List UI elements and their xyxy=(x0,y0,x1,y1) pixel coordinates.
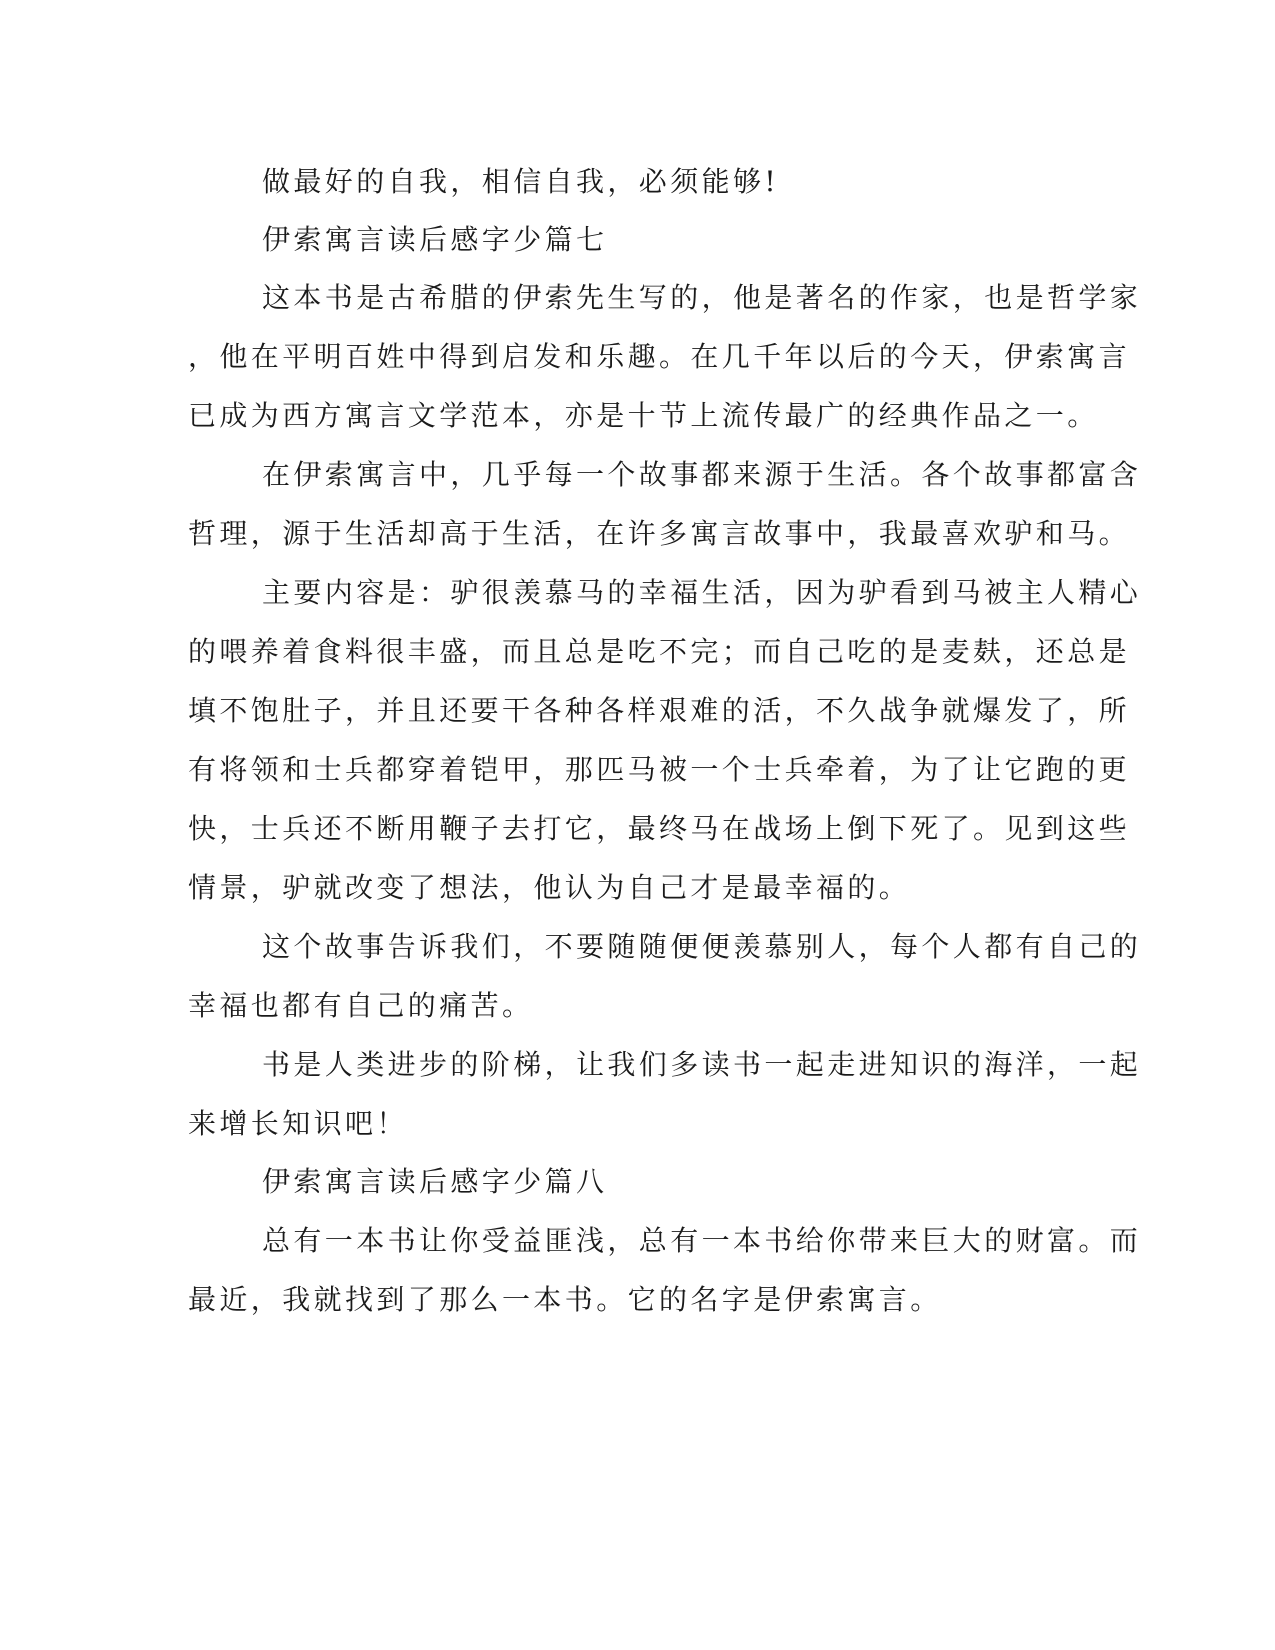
paragraph-line: 书是人类进步的阶梯，让我们多读书一起走进知识的海洋，一起 xyxy=(262,1048,1142,1081)
paragraph-line: 这本书是古希腊的伊索先生写的，他是著名的作家，也是哲学家 xyxy=(262,281,1142,314)
paragraph-line: 已成为西方寓言文学范本，亦是十节上流传最广的经典作品之一。 xyxy=(188,399,1099,432)
paragraph-line: 的喂养着食料很丰盛，而且总是吃不完；而自己吃的是麦麸，还总是 xyxy=(188,635,1131,668)
paragraph-line: 最近，我就找到了那么一本书。它的名字是伊索寓言。 xyxy=(188,1283,942,1316)
paragraph-line: 填不饱肚子，并且还要干各种各样艰难的活，不久战争就爆发了，所 xyxy=(188,694,1131,727)
paragraph-line: 来增长知识吧！ xyxy=(188,1107,408,1140)
paragraph-line: 做最好的自我，相信自我，必须能够! xyxy=(262,165,780,198)
paragraph-line: 快，士兵还不断用鞭子去打它，最终马在战场上倒下死了。见到这些 xyxy=(188,812,1131,845)
paragraph-line: ，他在平明百姓中得到启发和乐趣。在几千年以后的今天，伊索寓言 xyxy=(188,340,1131,373)
paragraph-line: 哲理，源于生活却高于生活，在许多寓言故事中，我最喜欢驴和马。 xyxy=(188,517,1131,550)
paragraph-line: 主要内容是：驴很羡慕马的幸福生活，因为驴看到马被主人精心 xyxy=(262,576,1142,609)
paragraph-line: 总有一本书让你受益匪浅，总有一本书给你带来巨大的财富。而 xyxy=(262,1224,1142,1257)
paragraph-line: 在伊索寓言中，几乎每一个故事都来源于生活。各个故事都富含 xyxy=(262,458,1142,491)
paragraph-line: 这个故事告诉我们，不要随随便便羡慕别人，每个人都有自己的 xyxy=(262,930,1142,963)
section-heading-7: 伊索寓言读后感字少篇七 xyxy=(262,223,608,256)
paragraph-line: 幸福也都有自己的痛苦。 xyxy=(188,989,534,1022)
section-heading-8: 伊索寓言读后感字少篇八 xyxy=(262,1165,608,1198)
paragraph-line: 情景，驴就改变了想法，他认为自己才是最幸福的。 xyxy=(188,871,911,904)
paragraph-line: 有将领和士兵都穿着铠甲，那匹马被一个士兵牵着，为了让它跑的更 xyxy=(188,753,1131,786)
